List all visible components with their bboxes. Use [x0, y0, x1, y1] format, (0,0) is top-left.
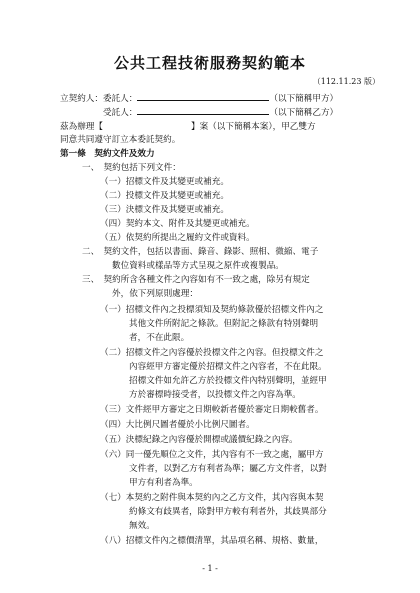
version-label: （112.11.23 版）: [312, 77, 380, 86]
section-1: 一、 契約包括下列文件：: [82, 163, 181, 173]
principle-2-line: 方於審標時接受者，以投標文件之內容為準。: [129, 390, 301, 400]
preamble-line-1: [60, 121, 316, 134]
preamble-suffix: 】案（以下簡稱本案），甲乙雙方: [190, 122, 316, 132]
contractor-note: （以下簡稱乙方）: [269, 108, 339, 118]
section-1-item: （三）決標文件及其變更或補充。: [100, 205, 229, 215]
principle-8: （八）招標文件內之標價清單，其品項名稱、規格、數量，: [100, 536, 324, 546]
contractor-name-blank: [137, 105, 269, 115]
principle-7-line: 無效。: [129, 521, 155, 531]
section-2-line-1: 二、 契約文件，包括以書面、錄音、錄影、照相、微縮、電子: [82, 247, 319, 257]
parties-intro: 立契約人：: [60, 94, 103, 104]
section-3-line-2: 外，依下列原則處理：: [112, 289, 198, 299]
principle-7-line: （七）本契約之附件與本契約內之乙方文件，其內容與本契: [100, 493, 324, 503]
principle-6-line: 文件者，以對乙方有利者為準；屬乙方文件者，以對: [129, 464, 327, 474]
article-1-heading: 第一條 契約文件及效力: [60, 149, 155, 159]
section-3-line-1: 三、 契約所含各種文件之內容如有不一致之處，除另有規定: [82, 275, 310, 285]
principle-2-line: 招標文件如允許乙方於投標文件內特別聲明，並經甲: [129, 376, 327, 386]
section-1-item: （二）投標文件及其變更或補充。: [100, 191, 229, 201]
parties-block: [60, 91, 338, 106]
section-1-item: （四）契約本文、附件及其變更或補充。: [100, 219, 255, 229]
principle-1-line: 其他文件所附記之條款。但附記之條款有特別聲明: [129, 319, 319, 329]
preamble-prefix: 茲為辦理【: [60, 122, 103, 132]
principle-6-line: 甲方有利者為準。: [129, 478, 198, 488]
section-1-item: （五）依契約所提出之履約文件或資料。: [100, 233, 255, 243]
client-note: （以下簡稱甲方）: [269, 94, 339, 104]
principle-3: （三）文件經甲方審定之日期較新者優於審定日期較舊者。: [100, 405, 324, 415]
contractor-label: 受託人：: [103, 108, 138, 118]
client-name-blank: [137, 91, 269, 101]
contractor-line: [103, 105, 338, 120]
section-2-line-2: 數位資料或樣品等方式呈現之原件或複製品。: [112, 261, 284, 271]
principle-1-line: 者，不在此限。: [129, 333, 190, 343]
section-1-item: （一）招標文件及其變更或補充。: [100, 177, 229, 187]
client-label: 委託人：: [102, 94, 138, 104]
page-number: - 1 -: [202, 564, 218, 573]
principle-1-line: （一）招標文件內之投標須知及契約條款優於招標文件內之: [100, 305, 324, 315]
principle-4: （四）大比例尺圖者優於小比例尺圖者。: [100, 420, 255, 430]
principle-2-line: （二）招標文件之內容優於投標文件之內容。但投標文件之: [100, 348, 324, 358]
document-title: 公共工程技術服務契約範本: [113, 54, 306, 72]
principle-7-line: 約條文有歧異者，除對甲方較有利者外，其歧異部分: [129, 507, 327, 517]
principle-6-line: （六）同一優先順位之文件，其內容有不一致之處，屬甲方: [100, 450, 324, 460]
principle-5: （五）決標紀錄之內容優於開標或議價紀錄之內容。: [100, 435, 298, 445]
preamble-line-2: 同意共同遵守訂立本委託契約。: [60, 135, 181, 145]
principle-2-line: 內容經甲方審定優於招標文件之內容者，不在此限。: [129, 362, 327, 372]
